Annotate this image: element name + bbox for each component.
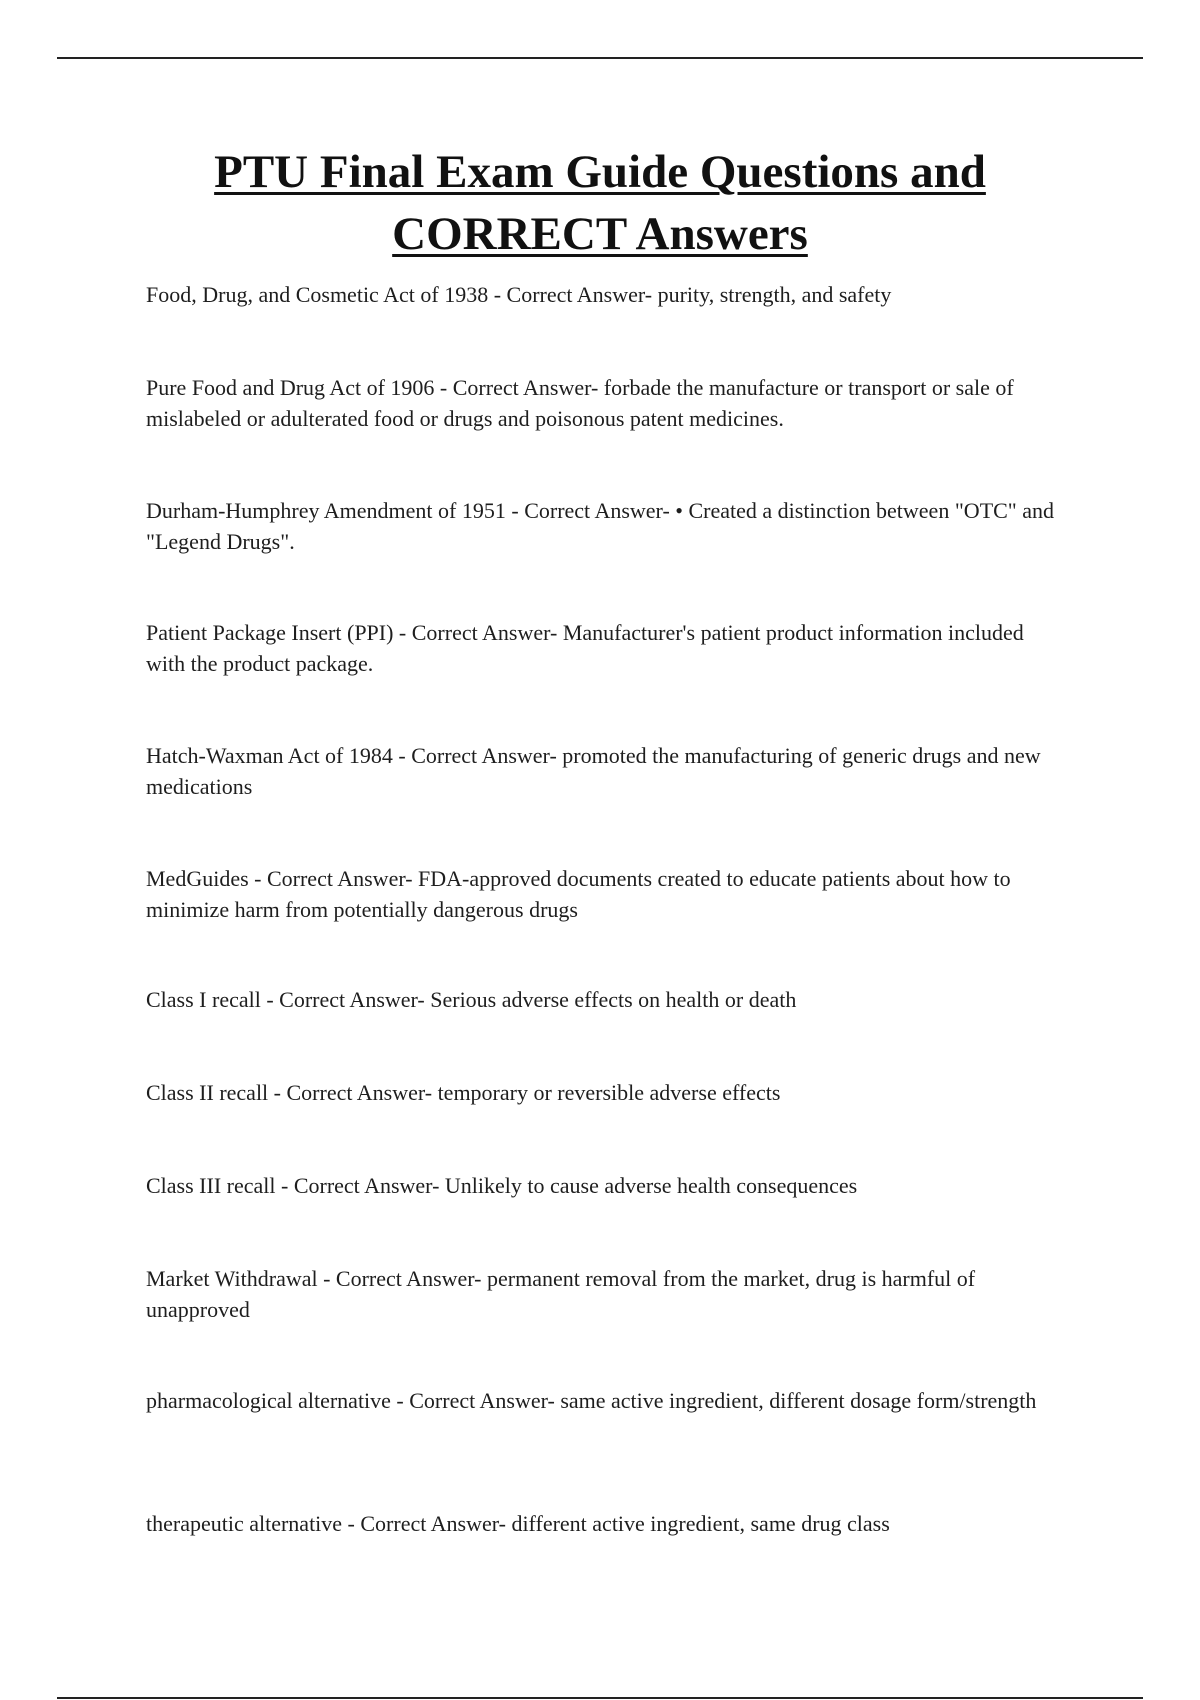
document-title-line-1: PTU Final Exam Guide Questions and: [214, 146, 986, 198]
qa-entry: pharmacological alternative - Correct Answer- same active ingredient, different dosage form/strength: [146, 1388, 1037, 1413]
qa-entry: Pure Food and Drug Act of 1906 - Correct Answer- forbade the manufacture or transport or sale of mislabeled or adulterated food or drugs and poisonous patent medicines.: [146, 375, 1014, 431]
document-title-line-2: CORRECT Answers: [392, 208, 808, 260]
bottom-page-rule: [57, 1697, 1143, 1699]
qa-entry: Class II recall - Correct Answer- temporary or reversible adverse effects: [146, 1080, 781, 1105]
qa-entry: Durham-Humphrey Amendment of 1951 - Correct Answer- • Created a distinction between "OTC" and "Legend Drugs".: [146, 498, 1055, 554]
qa-entry: therapeutic alternative - Correct Answer- different active ingredient, same drug class: [146, 1511, 890, 1536]
qa-entry: MedGuides - Correct Answer- FDA-approved documents created to educate patients about how to minimize harm from potentially dangerous drugs: [146, 866, 1011, 922]
qa-entry: Food, Drug, and Cosmetic Act of 1938 - Correct Answer- purity, strength, and safety: [146, 282, 892, 307]
qa-entry: Market Withdrawal - Correct Answer- permanent removal from the market, drug is harmful of unapproved: [146, 1266, 976, 1322]
qa-entry: Class I recall - Correct Answer- Serious adverse effects on health or death: [146, 987, 797, 1012]
qa-entry: Patient Package Insert (PPI) - Correct Answer- Manufacturer's patient product information included with the product package.: [146, 620, 1024, 676]
document-title: [100, 141, 1100, 265]
qa-entry: Hatch-Waxman Act of 1984 - Correct Answer- promoted the manufacturing of generic drugs and new medications: [146, 743, 1041, 799]
top-page-rule: [57, 57, 1143, 59]
qa-entry: Class III recall - Correct Answer- Unlikely to cause adverse health consequences: [146, 1173, 858, 1198]
